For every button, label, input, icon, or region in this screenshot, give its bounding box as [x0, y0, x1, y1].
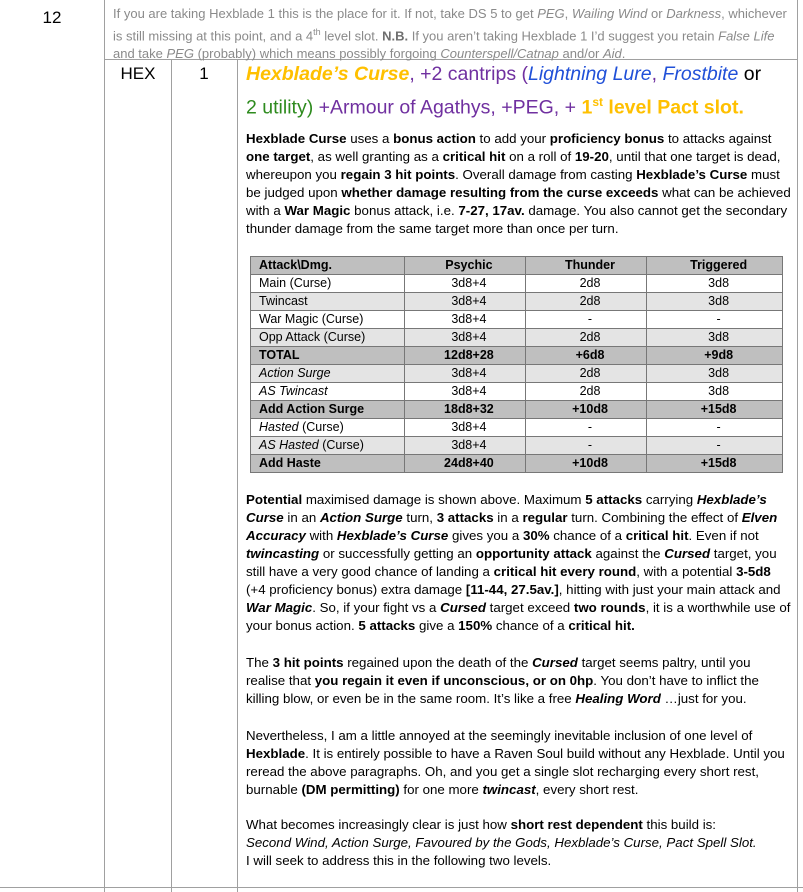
text-run: Hexblade’s Curse	[636, 167, 748, 182]
row-label	[251, 455, 405, 473]
text-run: 3 attacks	[436, 510, 494, 525]
table-row	[251, 347, 783, 365]
table-row	[251, 275, 783, 293]
text-run: critical hit	[442, 149, 506, 164]
text-run: must be judged upon	[246, 167, 780, 200]
row-label-italic: Hasted	[259, 420, 299, 434]
damage-cell: 24d8+40	[405, 455, 526, 473]
row-label	[251, 329, 405, 347]
damage-cell: 18d8+32	[405, 401, 526, 419]
damage-cell: 12d8+28	[405, 347, 526, 365]
row-label-text: Twincast	[259, 294, 308, 308]
damage-cell: 3d8+4	[405, 365, 526, 383]
text-run: Hexblade	[246, 746, 306, 761]
hit-points-paragraph	[246, 654, 791, 708]
text-run: in a	[493, 510, 523, 525]
text-run: twincasting	[246, 546, 320, 561]
row-label-text: (Curse)	[298, 420, 344, 434]
text-run: what can be achieved with a	[246, 185, 791, 218]
text-run: Hexblade Curse	[246, 131, 347, 146]
row-label-italic: AS Twincast	[259, 384, 328, 398]
text-run: turn,	[402, 510, 437, 525]
text-run: , as well granting as a	[310, 149, 443, 164]
text-run: Cursed	[440, 600, 486, 615]
text-run: The	[246, 655, 273, 670]
text-run: critical hit	[625, 528, 689, 543]
text-run: Elven Accuracy	[246, 510, 778, 543]
damage-cell: 3d8+4	[405, 437, 526, 455]
text-run: chance of a	[549, 528, 626, 543]
text-run: in an	[283, 510, 320, 525]
row-label	[251, 383, 405, 401]
table-row	[251, 437, 783, 455]
row-label-text: Add Action Surge	[259, 402, 365, 416]
table-row	[251, 419, 783, 437]
text-run: Cursed	[664, 546, 711, 561]
damage-cell: +15d8	[647, 401, 783, 419]
damage-cell: +15d8	[647, 455, 783, 473]
damage-cell: +9d8	[647, 347, 783, 365]
text-run: to add your	[475, 131, 550, 146]
table-header: Psychic	[405, 257, 526, 275]
row-label	[251, 347, 405, 365]
text-run: or successfully getting an	[319, 546, 476, 561]
damage-cell: -	[647, 437, 783, 455]
table-row	[251, 401, 783, 419]
text-run: give a	[415, 618, 459, 633]
damage-cell: 2d8	[525, 329, 646, 347]
row-label-text: Add Haste	[259, 456, 321, 470]
column-divider	[237, 60, 238, 892]
text-run: Healing Word	[575, 691, 661, 706]
text-run: , every short rest.	[535, 782, 639, 797]
potential-damage-paragraph	[246, 491, 791, 635]
text-run: opportunity attack	[475, 546, 592, 561]
text-run: 3 hit points	[272, 655, 344, 670]
text-run: critical hit every round	[493, 564, 637, 579]
short-rest-paragraph: What becomes increasingly clear is just how short rest dependent this build is: Second Wind, Action Surge, Favoured by the Gods, Hexblade’s Curse, Pact Spell Slot. I will seek to address this in the following two levels.	[246, 817, 757, 868]
column-divider	[171, 60, 172, 892]
text-run: War Magic	[284, 203, 351, 218]
text-run: Cursed	[532, 655, 578, 670]
hexblade-curse-paragraph	[246, 130, 791, 238]
row-label-text: TOTAL	[259, 348, 300, 362]
text-run: bonus action	[393, 131, 476, 146]
damage-cell: 3d8	[647, 275, 783, 293]
text-run: War Magic	[246, 600, 313, 615]
text-run: target seems paltry, until you realise that	[246, 655, 751, 688]
text-run: Potential	[246, 492, 303, 507]
row-label-italic: AS Hasted	[259, 438, 319, 452]
text-run: turn. Combining the effect of	[567, 510, 742, 525]
table-header: Attack\Dmg.	[251, 257, 405, 275]
class-name: HEX	[120, 64, 156, 83]
column-divider	[797, 0, 798, 892]
row-label	[251, 437, 405, 455]
text-run: [11-44, 27.5av.]	[465, 582, 559, 597]
damage-cell: +6d8	[525, 347, 646, 365]
table-row	[251, 365, 783, 383]
row-label-italic: Action Surge	[259, 366, 331, 380]
text-run: . Even if not	[688, 528, 759, 543]
table-row	[251, 383, 783, 401]
row-label-text: (Curse)	[318, 438, 364, 452]
level-note: If you are taking Hexblade 1 this is the place for it. If not, take DS 5 to get PEG, Wailing Wind or Darkness, whichever is still missing at this point, and a 4th level slot. N.B. If you aren’t taking Hexblade 1 I’d suggest you retain False Life and take PEG (probably) which means possibly forgoing Counterspell/Catnap and/or Aid.	[113, 6, 787, 62]
damage-cell: -	[525, 311, 646, 329]
damage-cell: 3d8	[647, 293, 783, 311]
text-run: …just for you.	[660, 691, 747, 706]
row-label-text: Opp Attack (Curse)	[259, 330, 366, 344]
damage-cell: 3d8+4	[405, 383, 526, 401]
damage-cell: +10d8	[525, 455, 646, 473]
text-run: regular	[522, 510, 568, 525]
text-run: regain 3 hit points	[340, 167, 456, 182]
nevertheless-paragraph	[246, 727, 791, 799]
row-label	[251, 311, 405, 329]
text-run: . It is entirely possible to have a Raven Soul build without any Hexblade. Until you reread the above paragraphs. Oh, and you get a single slot recharging every short rest, burnable	[246, 746, 785, 797]
column-divider	[104, 0, 105, 892]
row-label	[251, 293, 405, 311]
text-run: 19-20	[574, 149, 609, 164]
class-level: 1	[199, 64, 209, 83]
row-divider	[0, 887, 803, 888]
text-run: chance of a	[492, 618, 569, 633]
row-label	[251, 401, 405, 419]
text-run: proficiency bonus	[549, 131, 665, 146]
damage-cell: 3d8+4	[405, 293, 526, 311]
row-label-text: Main (Curse)	[259, 276, 332, 290]
text-run: one target	[246, 149, 311, 164]
text-run: 5 attacks	[358, 618, 416, 633]
text-run: Hexblade’s Curse	[246, 492, 767, 525]
text-run: , with a potential	[636, 564, 737, 579]
damage-cell: -	[525, 437, 646, 455]
table-row	[251, 293, 783, 311]
text-run: 7-27, 17av.	[458, 203, 525, 218]
text-run: with	[305, 528, 337, 543]
text-run: target, you still have a very good chance of landing a	[246, 546, 777, 579]
text-run: , it is a worthwhile use of your bonus action.	[246, 600, 791, 633]
damage-cell: 2d8	[525, 365, 646, 383]
text-run: , until that one target is dead, whereupon you	[246, 149, 781, 182]
text-run: Hexblade’s Curse	[336, 528, 449, 543]
damage-cell: +10d8	[525, 401, 646, 419]
text-run: (+4 proficiency bonus) extra damage	[246, 582, 466, 597]
damage-cell: 3d8	[647, 365, 783, 383]
text-run: 5 attacks	[585, 492, 643, 507]
text-run: two rounds	[573, 600, 646, 615]
text-run: regained upon the death of the	[343, 655, 533, 670]
text-run: on a roll of	[505, 149, 575, 164]
text-run: to attacks against	[664, 131, 772, 146]
text-run: target exceed	[485, 600, 574, 615]
text-run: you regain it even if unconscious, or on 0hp	[314, 673, 594, 688]
text-run: uses a	[346, 131, 394, 146]
damage-cell: 2d8	[525, 275, 646, 293]
damage-cell: 3d8+4	[405, 275, 526, 293]
text-run: 3-5d8	[736, 564, 771, 579]
row-label	[251, 275, 405, 293]
damage-table	[250, 256, 783, 473]
text-run: . So, if your fight vs a	[312, 600, 441, 615]
short-rest-list: Second Wind, Action Surge, Favoured by the Gods, Hexblade’s Curse, Pact Spell Slot.	[246, 835, 757, 850]
damage-cell: 2d8	[525, 293, 646, 311]
text-run: twincast	[482, 782, 536, 797]
text-run: 30%	[522, 528, 550, 543]
text-run: whether damage resulting from the curse exceeds	[341, 185, 659, 200]
text-run: Nevertheless, I am a little annoyed at the seemingly inevitable inclusion of one level of	[246, 728, 753, 743]
text-run: gives you a	[448, 528, 523, 543]
text-run: Action Surge	[319, 510, 403, 525]
table-header: Triggered	[647, 257, 783, 275]
text-run: . Overall damage from casting	[455, 167, 637, 182]
text-run: maximised damage is shown above. Maximum	[302, 492, 586, 507]
text-run: , hitting with just your main attack and	[558, 582, 781, 597]
damage-cell: 3d8	[647, 383, 783, 401]
damage-cell: 3d8+4	[405, 311, 526, 329]
damage-cell: 2d8	[525, 383, 646, 401]
table-row	[251, 455, 783, 473]
text-run: 150%	[458, 618, 493, 633]
row-label-text: War Magic (Curse)	[259, 312, 364, 326]
text-run: for one more	[399, 782, 483, 797]
table-row	[251, 329, 783, 347]
damage-cell: -	[647, 419, 783, 437]
text-run: critical hit.	[568, 618, 635, 633]
damage-cell: 3d8	[647, 329, 783, 347]
row-label	[251, 419, 405, 437]
text-run: . You don’t have to inflict the killing blow, or even be in the same room. It’s like a free	[246, 673, 759, 706]
damage-cell: -	[525, 419, 646, 437]
level-headline: Hexblade’s Curse, +2 cantrips (Lightning Lure, Frostbite or 2 utility) +Armour of Agathys, +PEG, + 1st level Pact slot.	[246, 63, 762, 119]
text-run: (DM permitting)	[301, 782, 400, 797]
damage-cell: 3d8+4	[405, 419, 526, 437]
text-run: damage. You also cannot get the secondary thunder damage from the same target more than once per turn.	[246, 203, 788, 236]
text-run: bonus attack, i.e.	[350, 203, 459, 218]
table-row	[251, 311, 783, 329]
table-header: Thunder	[525, 257, 646, 275]
row-label	[251, 365, 405, 383]
level-number: 12	[42, 8, 62, 27]
damage-cell: 3d8+4	[405, 329, 526, 347]
text-run: carrying	[642, 492, 697, 507]
text-run: against the	[591, 546, 665, 561]
damage-cell: -	[647, 311, 783, 329]
